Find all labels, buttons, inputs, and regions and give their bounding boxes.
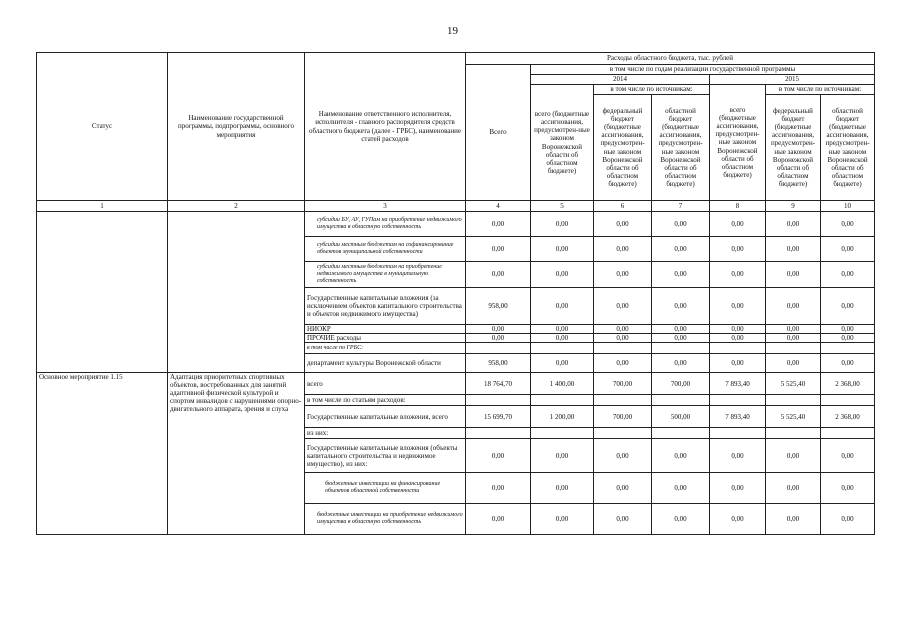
header-2015-sources: в том числе по источникам: — [766, 85, 875, 95]
value-2015-federal — [766, 343, 821, 354]
value-2015-federal: 0,00 — [766, 262, 821, 288]
table-row — [37, 212, 875, 237]
value-2015-regional: 0,00 — [821, 473, 875, 504]
header-year-2015: 2015 — [710, 75, 875, 85]
value-2014-all: 0,00 — [531, 212, 594, 237]
value-2014-regional — [652, 428, 710, 439]
row-name: бюджетные инвестиции на финансирование объектов областной собственности — [305, 473, 466, 504]
value-2014-federal — [594, 428, 652, 439]
value-2015-regional: 0,00 — [821, 504, 875, 535]
value-2014-all: 0,00 — [531, 504, 594, 535]
column-number: 9 — [766, 201, 821, 212]
value-2015-federal — [766, 428, 821, 439]
value-2015-all: 0,00 — [710, 212, 766, 237]
value-2015-all: 0,00 — [710, 325, 766, 334]
value-2015-regional: 0,00 — [821, 262, 875, 288]
value-2014-regional — [652, 395, 710, 406]
header-program-name: Наименование государственной программы, подпрограммы, основного мероприятия — [168, 53, 305, 201]
value-2015-all — [710, 428, 766, 439]
value-2014-federal: 0,00 — [594, 237, 652, 262]
value-2015-regional: 0,00 — [821, 288, 875, 325]
measure-name: Адаптация приоритетных спортивных объектов, востребованных для занятий адаптивной физической культурой и спортом инвалидов с нарушениями опорно-двигательного аппарата, зрения и слуха — [168, 373, 305, 535]
row-name: Государственные капитальные вложения, всего — [305, 406, 466, 428]
value-2015-regional: 0,00 — [821, 212, 875, 237]
value-2015-federal: 0,00 — [766, 212, 821, 237]
row-name: НИОКР — [305, 325, 466, 334]
value-2015-federal: 0,00 — [766, 288, 821, 325]
value-2014-regional: 0,00 — [652, 288, 710, 325]
value-2014-regional: 0,00 — [652, 334, 710, 343]
value-2014-regional: 0,00 — [652, 212, 710, 237]
column-number: 6 — [594, 201, 652, 212]
value-2014-federal: 0,00 — [594, 212, 652, 237]
header-responsible: Наименование ответственного исполнителя, исполнителя - главного распорядителя средств областного бюджета (далее - ГРБС), наименование статей расходов — [305, 53, 466, 201]
row-name: департамент культуры Воронежской области — [305, 354, 466, 373]
column-number: 1 — [37, 201, 168, 212]
value-2015-all: 0,00 — [710, 262, 766, 288]
value-total: 0,00 — [466, 237, 531, 262]
row-name: всего — [305, 373, 466, 395]
header-2015-all: всего (бюджетные ассигнования, предусмотрен-ные законом Воронежской области об областном бюджете) — [710, 85, 766, 201]
value-2014-regional — [652, 343, 710, 354]
column-number: 7 — [652, 201, 710, 212]
value-2014-all: 0,00 — [531, 473, 594, 504]
value-2015-federal: 5 525,40 — [766, 406, 821, 428]
row-name: бюджетные инвестиции на приобретение недвижимого имущества в областную собственность — [305, 504, 466, 535]
header-2014-all: всего (бюджетные ассигнования, предусмотрен-ные законом Воронежской области об областном бюджете) — [531, 85, 594, 201]
header-status: Статус — [37, 53, 168, 201]
column-numbers-row — [37, 201, 875, 212]
value-2015-federal — [766, 395, 821, 406]
value-total — [466, 343, 531, 354]
value-2015-all: 0,00 — [710, 504, 766, 535]
program-cell-empty — [168, 212, 305, 373]
header-total: Всего — [466, 65, 531, 201]
value-2014-all — [531, 428, 594, 439]
value-2015-all — [710, 343, 766, 354]
value-2014-federal: 0,00 — [594, 504, 652, 535]
header-2015-federal: федеральный бюджет (бюджетные ассигнования, предусмотрен-ные законом Воронежской области об областном бюджете) — [766, 95, 821, 201]
header-2014-sources: в том числе по источникам: — [594, 85, 710, 95]
value-total: 0,00 — [466, 325, 531, 334]
value-2014-regional: 0,00 — [652, 439, 710, 473]
value-total: 18 764,70 — [466, 373, 531, 395]
value-2015-regional: 0,00 — [821, 325, 875, 334]
value-total: 0,00 — [466, 262, 531, 288]
value-2014-all: 0,00 — [531, 354, 594, 373]
value-total: 0,00 — [466, 473, 531, 504]
value-2015-regional — [821, 343, 875, 354]
value-2015-regional — [821, 428, 875, 439]
value-total: 0,00 — [466, 212, 531, 237]
value-2015-regional: 2 368,00 — [821, 373, 875, 395]
value-total — [466, 395, 531, 406]
value-2014-regional: 0,00 — [652, 237, 710, 262]
header-2014-federal: федеральный бюджет (бюджетные ассигнования, предусмотрен-ные законом Воронежской области об областном бюджете) — [594, 95, 652, 201]
value-2015-regional: 0,00 — [821, 354, 875, 373]
row-name: ПРОЧИЕ расходы — [305, 334, 466, 343]
value-2014-all: 1 400,00 — [531, 373, 594, 395]
value-2015-regional: 0,00 — [821, 439, 875, 473]
value-2015-all: 0,00 — [710, 334, 766, 343]
value-2014-all: 0,00 — [531, 288, 594, 325]
value-2015-federal: 5 525,40 — [766, 373, 821, 395]
row-name: Государственные капитальные вложения (объекты капитального строительства и недвижимое имущество), из них: — [305, 439, 466, 473]
header-by-years: в том числе по годам реализации государственной программы — [531, 65, 875, 75]
value-2014-federal: 0,00 — [594, 288, 652, 325]
value-2014-federal: 0,00 — [594, 354, 652, 373]
value-2015-federal: 0,00 — [766, 473, 821, 504]
value-2014-regional: 0,00 — [652, 262, 710, 288]
value-2014-federal: 0,00 — [594, 439, 652, 473]
value-total: 0,00 — [466, 439, 531, 473]
budget-table — [36, 52, 875, 535]
value-2014-all: 0,00 — [531, 439, 594, 473]
value-2014-all: 0,00 — [531, 262, 594, 288]
header-year-2014: 2014 — [531, 75, 710, 85]
column-number: 4 — [466, 201, 531, 212]
value-total — [466, 428, 531, 439]
value-total: 0,00 — [466, 334, 531, 343]
value-2015-all: 0,00 — [710, 354, 766, 373]
value-2015-federal: 0,00 — [766, 237, 821, 262]
value-total: 0,00 — [466, 504, 531, 535]
value-2014-federal: 0,00 — [594, 334, 652, 343]
header-2014-regional: областной бюджет (бюджетные ассигнования, предусмотрен-ные законом Воронежской области об областном бюджете) — [652, 95, 710, 201]
value-2014-all: 1 200,00 — [531, 406, 594, 428]
column-number: 3 — [305, 201, 466, 212]
value-2015-federal: 0,00 — [766, 439, 821, 473]
value-2015-regional — [821, 395, 875, 406]
value-total: 958,00 — [466, 288, 531, 325]
value-2014-all: 0,00 — [531, 325, 594, 334]
row-name: субсидии местным бюджетам на приобретение недвижимого имущества в муниципальную собственность — [305, 262, 466, 288]
value-2014-federal: 0,00 — [594, 325, 652, 334]
value-total: 958,00 — [466, 354, 531, 373]
value-2015-federal: 0,00 — [766, 504, 821, 535]
value-2015-all: 0,00 — [710, 288, 766, 325]
value-2014-regional: 0,00 — [652, 325, 710, 334]
value-2014-all: 0,00 — [531, 237, 594, 262]
value-2014-federal: 0,00 — [594, 473, 652, 504]
value-2015-all: 0,00 — [710, 473, 766, 504]
column-number: 5 — [531, 201, 594, 212]
row-name: Государственные капитальные вложения (за исключением объектов капитального строительства и объектов недвижимого имущества) — [305, 288, 466, 325]
value-total: 15 699,70 — [466, 406, 531, 428]
value-2014-regional: 700,00 — [652, 373, 710, 395]
table-row — [37, 373, 875, 395]
value-2015-regional: 0,00 — [821, 334, 875, 343]
value-2015-all: 0,00 — [710, 237, 766, 262]
value-2015-all — [710, 395, 766, 406]
value-2015-all: 0,00 — [710, 439, 766, 473]
value-2014-federal: 700,00 — [594, 406, 652, 428]
value-2014-regional: 0,00 — [652, 473, 710, 504]
column-number: 10 — [821, 201, 875, 212]
value-2014-federal — [594, 343, 652, 354]
header-expenses: Расходы областного бюджета, тыс. рублей — [466, 53, 875, 65]
row-name: субсидии БУ, АУ, ГУПам на приобретение недвижимого имущества в областную собственность — [305, 212, 466, 237]
column-number: 2 — [168, 201, 305, 212]
page-number: 19 — [447, 25, 458, 37]
row-name: в том числе по ГРБС: — [305, 343, 466, 354]
value-2015-all: 7 893,40 — [710, 373, 766, 395]
value-2015-federal: 0,00 — [766, 325, 821, 334]
row-name: из них: — [305, 428, 466, 439]
status-cell-empty — [37, 212, 168, 373]
value-2014-federal: 0,00 — [594, 262, 652, 288]
value-2014-federal — [594, 395, 652, 406]
measure-status: Основное мероприятие 1.15 — [37, 373, 168, 535]
value-2014-regional: 0,00 — [652, 354, 710, 373]
value-2015-all: 7 893,40 — [710, 406, 766, 428]
row-name: в том числе по статьям расходов: — [305, 395, 466, 406]
value-2014-all — [531, 395, 594, 406]
value-2015-regional: 0,00 — [821, 237, 875, 262]
header-2015-regional: областной бюджет (бюджетные ассигнования, предусмотрен-ные законом Воронежской области об областном бюджете) — [821, 95, 875, 201]
value-2014-regional: 500,00 — [652, 406, 710, 428]
value-2014-all: 0,00 — [531, 334, 594, 343]
value-2014-federal: 700,00 — [594, 373, 652, 395]
value-2015-federal: 0,00 — [766, 334, 821, 343]
row-name: субсидии местным бюджетам на софинансирование объектов муниципальной собственности — [305, 237, 466, 262]
column-number: 8 — [710, 201, 766, 212]
value-2015-federal: 0,00 — [766, 354, 821, 373]
value-2015-regional: 2 368,00 — [821, 406, 875, 428]
value-2014-regional: 0,00 — [652, 504, 710, 535]
value-2014-all — [531, 343, 594, 354]
